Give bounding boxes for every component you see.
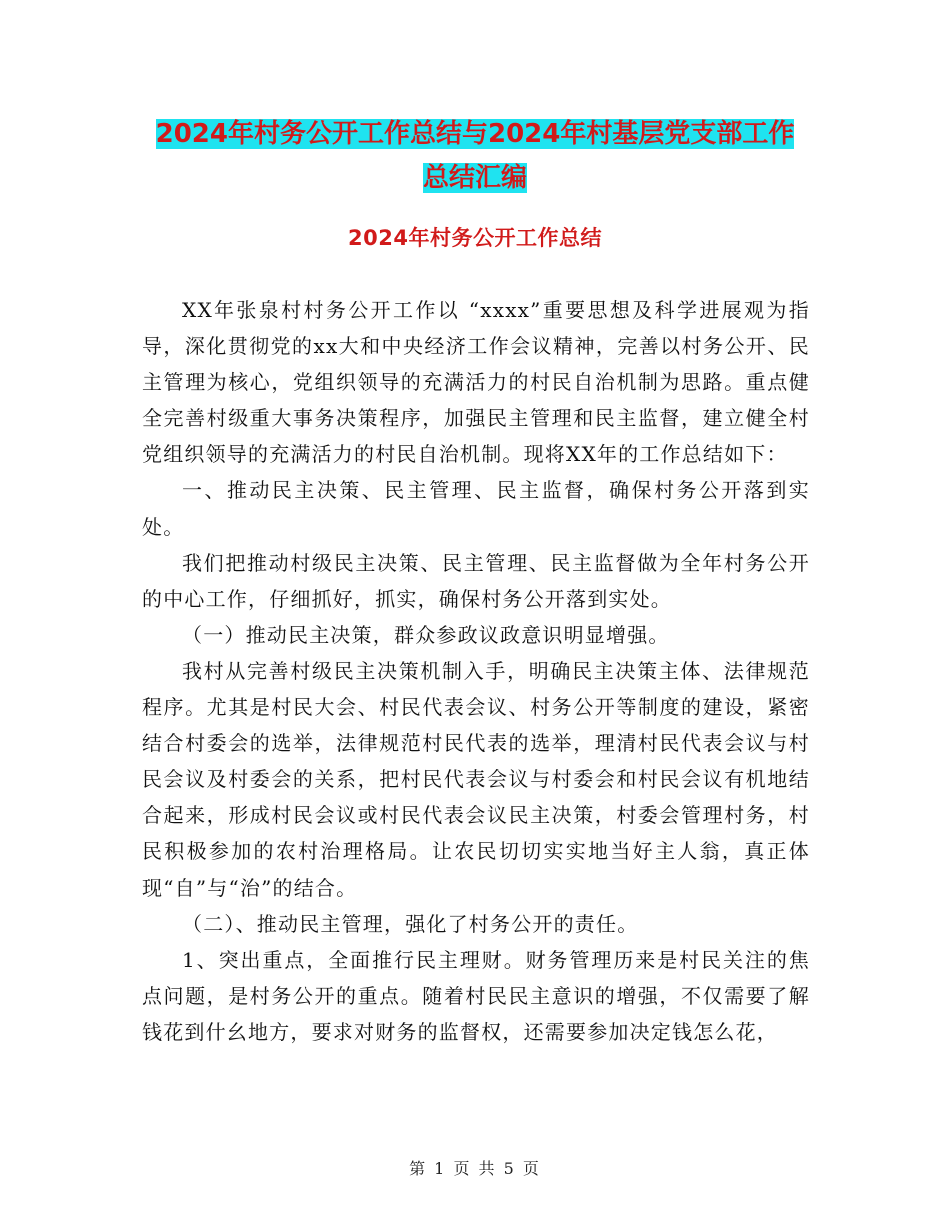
paragraph: （一）推动民主决策，群众参政议政意识明显增强。 [182, 622, 670, 647]
document-title-line-2 [150, 156, 800, 200]
section-heading: 2024年村务公开工作总结 [348, 226, 602, 250]
page-footer: 第 1 页 共 5 页 [409, 1159, 541, 1178]
title-highlight: 2024年村务公开工作总结与2024年村基层党支部工作 [155, 119, 795, 149]
title-highlight: 总结汇编 [422, 163, 527, 193]
document-body [142, 292, 810, 1050]
paragraph: （二）、推动民主管理，强化了村务公开的责任。 [182, 911, 639, 936]
paragraph: 我村从完善村级民主决策机制入手，明确民主决策主体、法律规范程序。尤其是村民大会、村民代表会议、村务公开等制度的建设，紧密结合村委会的选举，法律规范村民代表的选举，理清村民代表会议与村民会议及村委会的关系，把村民代表会议与村委会和村民会议有机地结合起来，形成村民会议或村民代表会议民主决策，村委会管理村务，村民积极参加的农村治理格局。让农民切切实实地当好主人翁，真正体现“自”与“治”的结合。 [142, 658, 810, 900]
paragraph: XX年张泉村村务公开工作以 “xxxx”重要思想及科学进展观为指导，深化贯彻党的xx大和中央经济工作会议精神，完善以村务公开、民主管理为核心，党组织领导的充满活力的村民自治机制为思路。重点健全完善村级重大事务决策程序，加强民主管理和民主监督，建立健全村党组织领导的充满活力的村民自治机制。现将XX年的工作总结如下： [142, 298, 810, 467]
paragraph: 一、推动民主决策、民主管理、民主监督，确保村务公开落到实处。 [142, 478, 810, 539]
document-title-line-1 [150, 112, 800, 156]
paragraph: 我们把推动村级民主决策、民主管理、民主监督做为全年村务公开的中心工作，仔细抓好，抓实，确保村务公开落到实处。 [142, 550, 810, 611]
paragraph: 1、突出重点，全面推行民主理财。财务管理历来是村民关注的焦点问题，是村务公开的重点。随着村民民主意识的增强，不仅需要了解钱花到什幺地方，要求对财务的监督权，还需要参加决定钱怎么花， [142, 947, 810, 1044]
